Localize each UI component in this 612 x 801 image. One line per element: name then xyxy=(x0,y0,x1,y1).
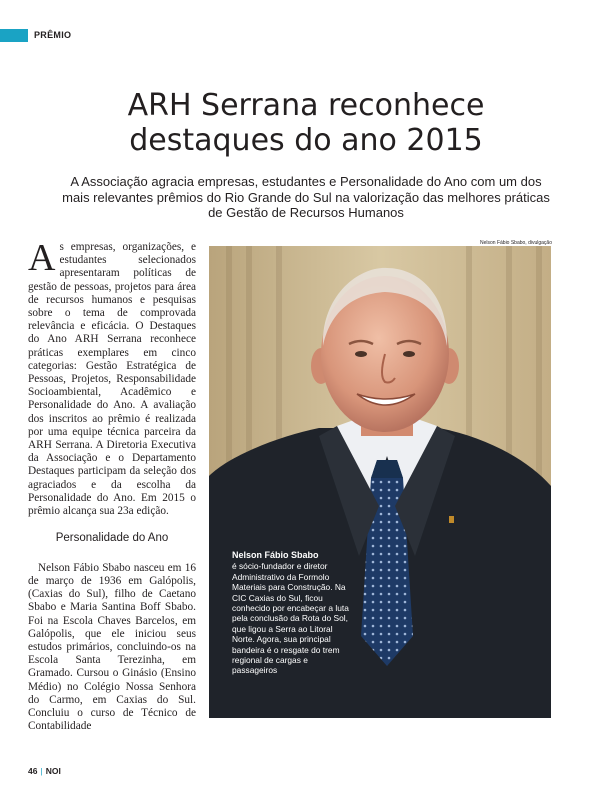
intro-text: s empresas, organizações, e estudantes selecionados apresentaram políticas de gestão de pessoas, projetos para área de recursos humanos e pesquisas sobre o tema de comprovada relevância e eficácia. O Destaques do Ano ARH Serrana reconhece práticas exemplares em cinco categorias: Gestão Estratégica de Pessoas, Projetos, Responsabilidade Socioambiental, Acadêmico e Personalidade do Ano. A avaliação dos inscritos ao prêmio é realizada por uma equipe técnica parceira da ARH Serrana. A Diretoria Executiva da Associação e o Departamento Destaques participam da seleção dos agraciados e da escolha da Personalidade do Ano. Em 2015 o prêmio alcança sua 23a edição. xyxy=(28,241,196,518)
page-footer xyxy=(28,766,61,776)
section-label: PRÊMIO xyxy=(34,30,72,40)
biography-paragraph: Nelson Fábio Sbabo nasceu em 16 de março de 1936 em Galópolis, (Caxias do Sul), filho de Caetano Sbabo e Maria Santina Boff Sbabo. Foi na Escola Chaves Barcelos, em Galópolis, que ele iniciou seus estudos primários, concluindo-os na Escola Santa Terezinha, em Gramado. Cursou o Ginásio (Ensino Médio) no Colégio Nossa Senhora do Carmo, em Caxias do Sul. Concluiu o curso de Técnico de Contabilidade xyxy=(28,561,196,733)
article-text-column xyxy=(28,237,196,733)
photo-credit: Nelson Fábio Sbabo, divulgação xyxy=(480,240,552,246)
article-subtitle: A Associação agracia empresas, estudantes e Personalidade do Ano com um dos mais relevantes prêmios do Rio Grande do Sul na valorização das melhores práticas de Gestão de Recursos Humanos xyxy=(62,174,550,220)
caption-name: Nelson Fábio Sbabo xyxy=(232,550,319,560)
intro-paragraph xyxy=(28,237,196,518)
section-color-bar xyxy=(0,29,28,42)
article-title xyxy=(40,88,572,158)
title-line-1: ARH Serrana reconhece xyxy=(127,88,485,123)
title-line-2: destaques do ano 2015 xyxy=(129,123,483,158)
section-subheading: Personalidade do Ano xyxy=(55,532,169,545)
caption-text: é sócio-fundador e diretor Administrativo da Formolo Materiais para Construção. Na CIC Caxias do Sul, ficou conhecido por encabeçar a luta pela conclusão da Rota do Sol, que ligou a Serra ao Litoral Norte. Agora, sua principal bandeira é o resgate do trem regional de cargas e passageiros xyxy=(232,561,349,676)
drop-cap: A xyxy=(28,237,56,279)
page-number: 46 xyxy=(28,766,38,776)
photo-caption xyxy=(232,550,350,676)
magazine-name: NOI xyxy=(45,766,61,776)
footer-separator: | xyxy=(40,766,43,776)
